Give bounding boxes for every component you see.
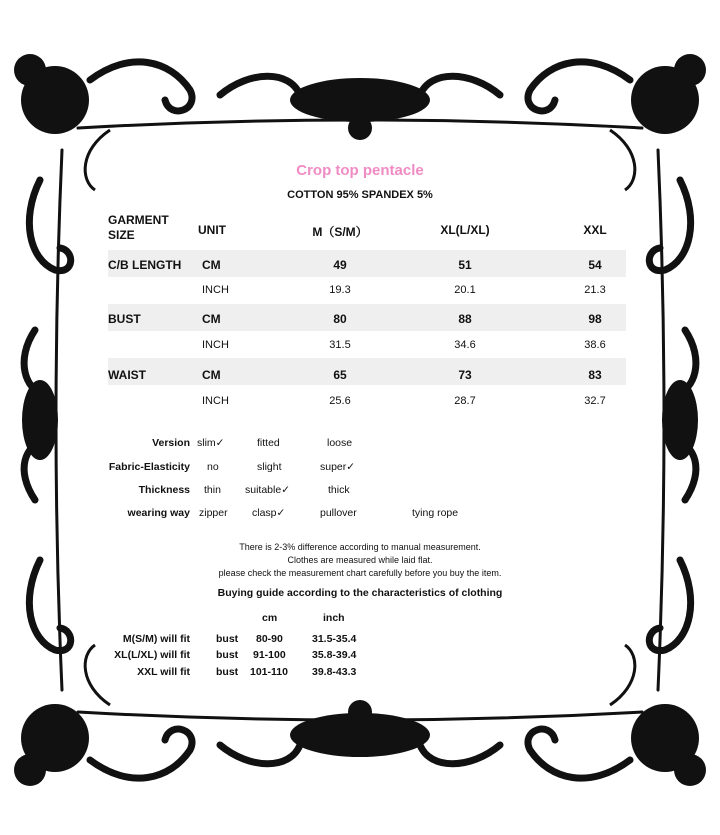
attr-option: slim✓ xyxy=(197,437,225,449)
guide-inch: 31.5-35.4 xyxy=(312,633,357,645)
check-icon: ✓ xyxy=(276,507,286,519)
table-cell: 51 xyxy=(458,258,472,272)
table-cell: 32.7 xyxy=(584,395,606,407)
attr-option: slight xyxy=(257,461,282,473)
check-icon: ✓ xyxy=(281,484,291,496)
attr-option: super✓ xyxy=(320,461,356,473)
table-cell: 54 xyxy=(588,258,602,272)
guide-inch: 35.8-39.4 xyxy=(312,649,357,661)
header-size-xxl: XXL xyxy=(583,223,607,237)
attr-label-wearing-way: wearing way xyxy=(127,507,190,519)
attr-option: no xyxy=(207,461,219,473)
unit-inch: INCH xyxy=(202,395,229,407)
attr-label-thickness: Thickness xyxy=(138,484,190,496)
table-cell: 65 xyxy=(333,368,347,382)
unit-inch: INCH xyxy=(202,339,229,351)
attr-option: thin xyxy=(204,484,221,496)
note-line: There is 2-3% difference according to manual measurement. xyxy=(239,542,481,552)
attr-option: thick xyxy=(328,484,350,496)
table-cell: 38.6 xyxy=(584,339,606,351)
table-cell: 34.6 xyxy=(454,339,476,351)
header-size-m: M（S/M） xyxy=(312,225,368,239)
table-cell: 19.3 xyxy=(329,284,351,296)
table-cell: 31.5 xyxy=(329,339,351,351)
unit-cm: CM xyxy=(202,312,221,326)
attr-label-version: Version xyxy=(152,437,190,449)
table-cell: 21.3 xyxy=(584,284,606,296)
attr-option: suitable✓ xyxy=(245,484,291,496)
guide-inch: 39.8-43.3 xyxy=(312,666,357,678)
note-line: Clothes are measured while laid flat. xyxy=(287,555,433,565)
guide-col-cm: cm xyxy=(262,612,278,624)
buying-guide-title: Buying guide according to the characteristics of clothing xyxy=(217,587,503,599)
product-title: Crop top pentacle xyxy=(296,162,424,179)
unit-cm: CM xyxy=(202,258,221,272)
table-cell: 49 xyxy=(333,258,347,272)
attr-label-elasticity: Fabric-Elasticity xyxy=(108,461,190,473)
header-unit: UNIT xyxy=(198,223,226,237)
fabric-composition: COTTON 95% SPANDEX 5% xyxy=(287,189,433,201)
attr-option: fitted xyxy=(257,437,280,449)
check-icon: ✓ xyxy=(346,461,356,473)
attr-option: zipper xyxy=(199,507,228,519)
guide-fit: M(S/M) will fit xyxy=(122,633,190,645)
header-garment-size: GARMENT SIZE xyxy=(108,213,169,242)
guide-fit: XXL will fit xyxy=(137,666,190,678)
unit-cm: CM xyxy=(202,368,221,382)
table-cell: 20.1 xyxy=(454,284,476,296)
unit-inch: INCH xyxy=(202,284,229,296)
guide-col-inch: inch xyxy=(323,612,345,624)
guide-part: bust xyxy=(216,666,239,678)
guide-cm: 101-110 xyxy=(250,666,288,678)
table-cell: 80 xyxy=(333,312,347,326)
check-icon: ✓ xyxy=(215,437,225,449)
table-cell: 98 xyxy=(588,312,602,326)
row-label: C/B LENGTH xyxy=(108,258,182,272)
guide-cm: 91-100 xyxy=(253,649,286,661)
note-line: please check the measurement chart carefully before you buy the item. xyxy=(218,568,502,578)
guide-fit: XL(L/XL) will fit xyxy=(114,649,190,661)
table-cell: 28.7 xyxy=(454,395,476,407)
attr-option: pullover xyxy=(320,507,357,519)
row-label: WAIST xyxy=(108,368,146,382)
row-label: BUST xyxy=(108,312,141,326)
attr-option: tying rope xyxy=(412,507,459,519)
attr-option: loose xyxy=(327,437,353,449)
table-cell: 83 xyxy=(588,368,602,382)
guide-part: bust xyxy=(216,649,239,661)
attr-option: clasp✓ xyxy=(252,507,286,519)
guide-cm: 80-90 xyxy=(256,633,283,645)
table-cell: 88 xyxy=(458,312,472,326)
table-cell: 25.6 xyxy=(329,395,351,407)
header-size-xl: XL(L/XL) xyxy=(440,223,490,237)
table-cell: 73 xyxy=(458,368,472,382)
guide-part: bust xyxy=(216,633,239,645)
